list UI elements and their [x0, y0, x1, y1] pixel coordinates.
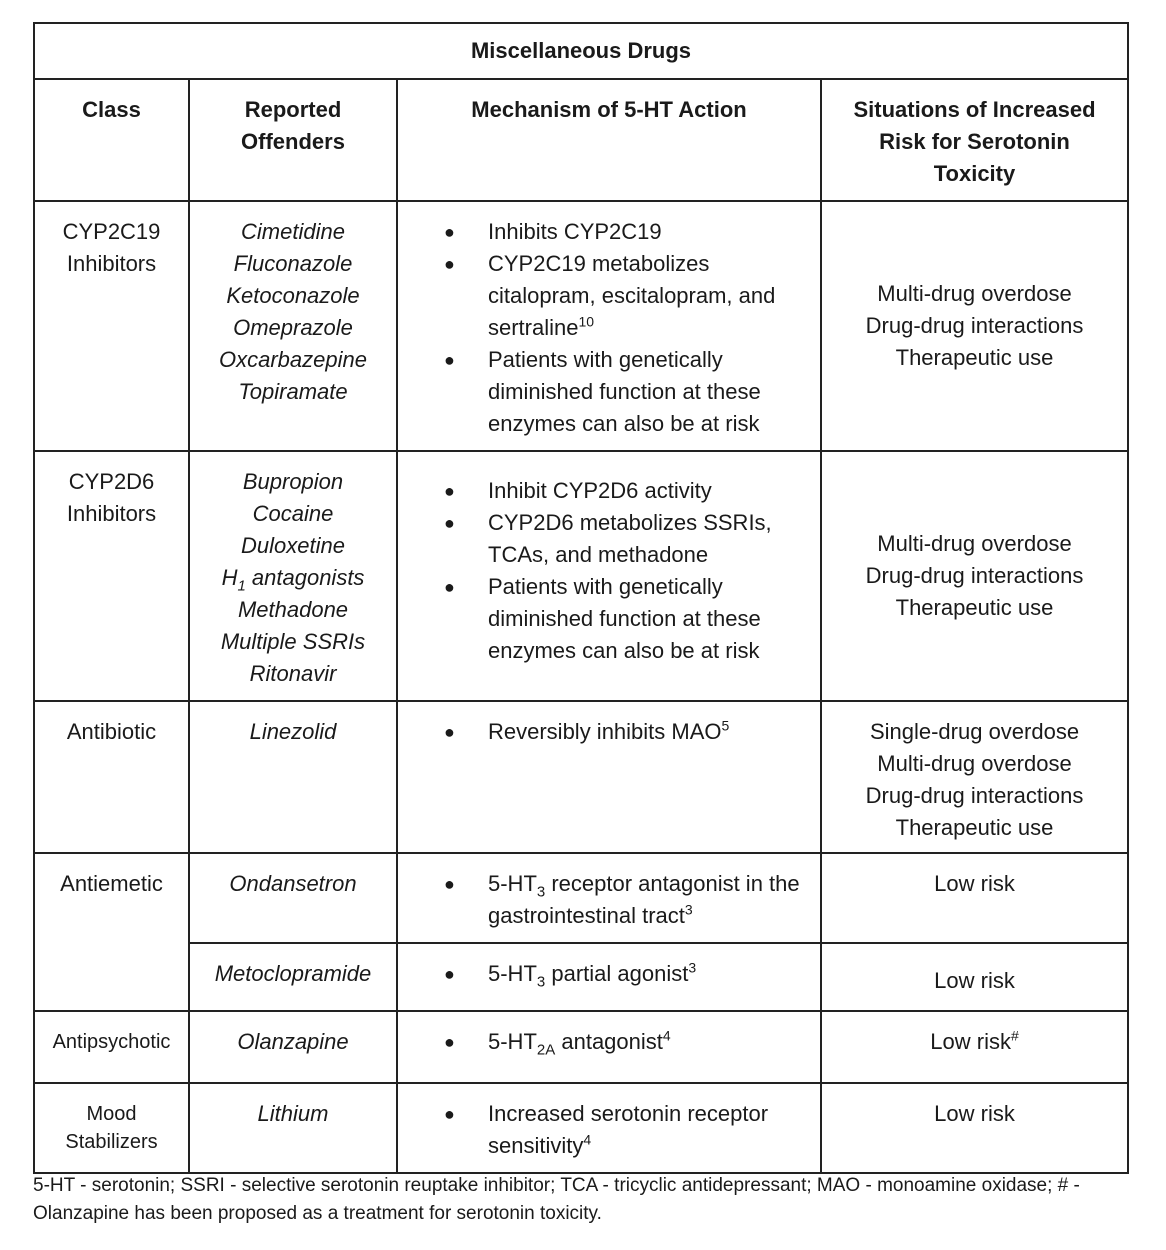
risk-cell: Low risk	[821, 1083, 1128, 1173]
list-item: ● Increased serotonin receptor sensitivity$^4$	[444, 1098, 810, 1162]
table-row	[34, 201, 1128, 451]
list-item: ● Reversibly inhibits MAO$^5$	[444, 716, 810, 748]
offenders-cell: Metoclopramide	[189, 943, 397, 1011]
table-row	[34, 853, 1128, 943]
risk-cell: Low risk#	[821, 1011, 1128, 1083]
class-cell: CYP2C19 Inhibitors	[34, 201, 189, 451]
table-row	[34, 1011, 1128, 1083]
table-row	[34, 451, 1128, 701]
misc-drugs-table	[33, 22, 1129, 1174]
list-item: ● Inhibit CYP2D6 activity	[444, 475, 810, 507]
table-row	[34, 943, 1128, 1011]
list-item: ● $5-HT_{2A}$ antagonist$^4$	[444, 1026, 810, 1058]
list-item: ● $5-HT_3$ partial agonist$^3$	[444, 958, 810, 990]
table-title: Miscellaneous Drugs	[34, 23, 1128, 79]
header-row	[34, 79, 1128, 201]
table-footnote: 5-HT - serotonin; SSRI - selective serotonin reuptake inhibitor; TCA - tricyclic antidepressant; MAO - monoamine oxidase; # - Olanzapine has been proposed as a treatment for serotonin toxicity.	[33, 1175, 1080, 1224]
mechanism-cell	[397, 853, 821, 943]
list-item: ● CYP2D6 metabolizes SSRIs, TCAs, and methadone	[444, 507, 810, 571]
risk-cell: Low risk	[821, 943, 1128, 1011]
mechanism-cell	[397, 1011, 821, 1083]
mechanism-cell	[397, 943, 821, 1011]
header-mechanism: Mechanism of 5-HT Action	[397, 79, 821, 201]
risk-cell: Single-drug overdose Multi-drug overdose Drug-drug interactions Therapeutic use	[821, 701, 1128, 853]
risk-cell: Multi-drug overdose Drug-drug interactions Therapeutic use	[821, 201, 1128, 451]
header-offenders: Reported Offenders	[189, 79, 397, 201]
risk-cell: Multi-drug overdose Drug-drug interactions Therapeutic use	[821, 451, 1128, 701]
class-cell: Antipsychotic	[34, 1011, 189, 1083]
offenders-cell: Bupropion Cocaine Duloxetine $H_1$ antagonists Methadone Multiple SSRIs Ritonavir	[189, 451, 397, 701]
table-row	[34, 1083, 1128, 1173]
mechanism-cell	[397, 701, 821, 853]
class-cell: Mood Stabilizers	[34, 1083, 189, 1173]
class-cell: CYP2D6 Inhibitors	[34, 451, 189, 701]
list-item: ● Inhibits CYP2C19	[444, 216, 810, 248]
mechanism-cell	[397, 451, 821, 701]
table-row	[34, 701, 1128, 853]
list-item: ● $5-HT_3$ receptor antagonist in the gastrointestinal tract$^3$	[444, 868, 810, 932]
mechanism-cell	[397, 1083, 821, 1173]
offenders-cell: Olanzapine	[189, 1011, 397, 1083]
list-item: ● Patients with genetically diminished function at these enzymes can also be at risk	[444, 344, 810, 440]
class-cell: Antibiotic	[34, 701, 189, 853]
offenders-cell: Ondansetron	[189, 853, 397, 943]
header-class: Class	[34, 79, 189, 201]
class-cell: Antiemetic	[34, 853, 189, 1011]
list-item: ● Patients with genetically diminished function at these enzymes can also be at risk	[444, 571, 810, 667]
list-item: ● CYP2C19 metabolizes citalopram, escitalopram, and sertraline$^{10}$	[444, 248, 810, 344]
offenders-cell: Linezolid	[189, 701, 397, 853]
mechanism-cell	[397, 201, 821, 451]
header-risk: Situations of Increased Risk for Serotonin Toxicity	[821, 79, 1128, 201]
risk-cell: Low risk	[821, 853, 1128, 943]
offenders-cell: Lithium	[189, 1083, 397, 1173]
offenders-cell: Cimetidine Fluconazole Ketoconazole Omeprazole Oxcarbazepine Topiramate	[189, 201, 397, 451]
